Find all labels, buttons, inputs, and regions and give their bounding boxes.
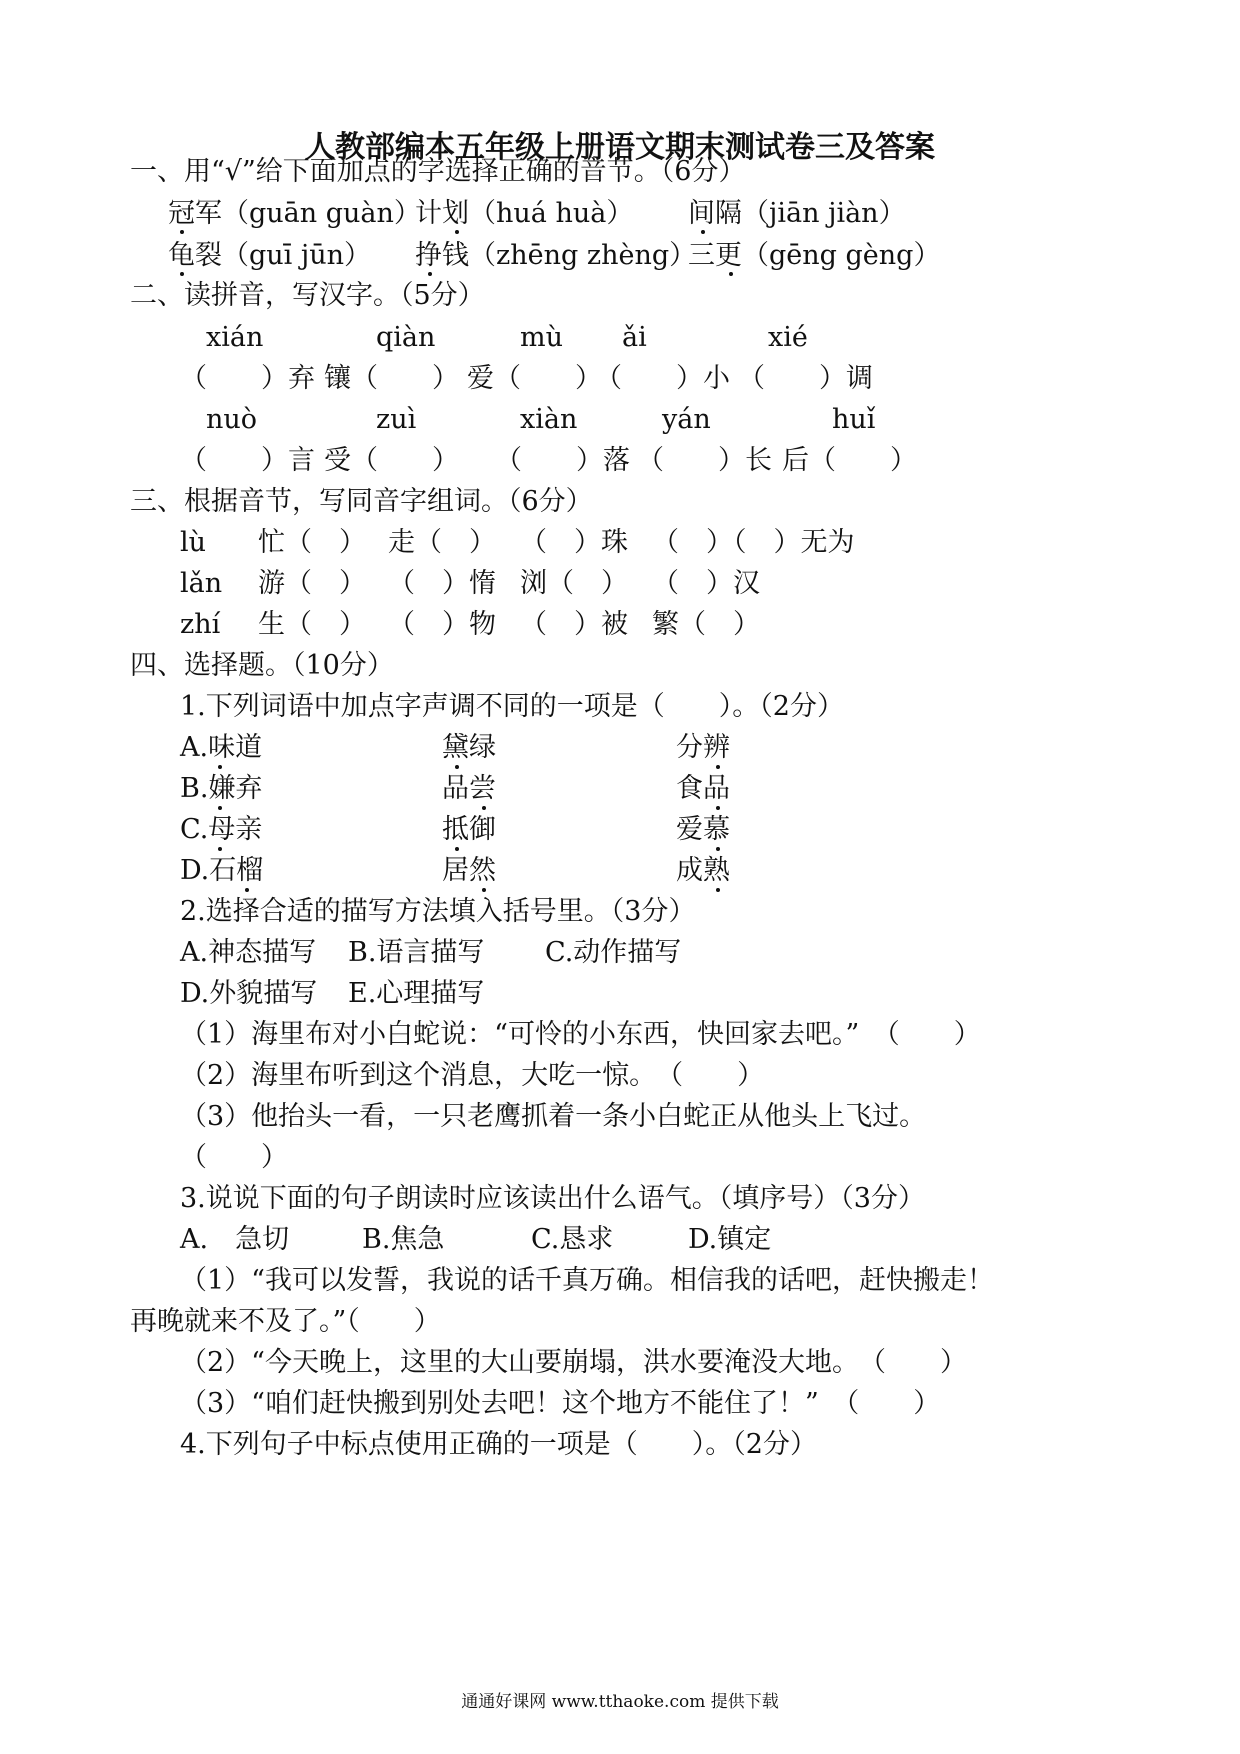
emphasis-dot bbox=[218, 847, 222, 851]
emphasis-dot bbox=[218, 765, 222, 769]
emphasis-dot bbox=[455, 230, 459, 234]
document-title: 人教部编本五年级上册语文期末测试卷三及答案 bbox=[305, 130, 935, 165]
option-text: B.嫌弃 bbox=[180, 773, 263, 804]
sub-question: （1）海里布对小白蛇说：“可怜的小东西，快回家去吧。” （ ） bbox=[180, 1019, 981, 1050]
sub-question: 再晚就来不及了。”（ ） bbox=[130, 1306, 441, 1337]
sub-question: （3）“咱们赶快搬到别处去吧！这个地方不能住了！” （ ） bbox=[180, 1388, 941, 1419]
option-text: B.焦急 bbox=[362, 1224, 445, 1255]
q1-item: 三更（gēng gèng） bbox=[688, 240, 941, 271]
pinyin: qiàn bbox=[376, 322, 436, 353]
blank-word: 忙（ ） bbox=[258, 527, 366, 558]
sub-question: （2）海里布听到这个消息，大吃一惊。 （ ） bbox=[180, 1060, 765, 1091]
question-stem: 1.下列词语中加点字声调不同的一项是（ ）。（2分） bbox=[180, 691, 844, 722]
question-stem: 3.说说下面的句子朗读时应该读出什么语气。（填序号）（3分） bbox=[180, 1183, 925, 1214]
q1-item: 龟裂（guī jūn） bbox=[168, 240, 372, 271]
option-text: A.神态描写 bbox=[180, 937, 317, 968]
blank-word: 受（ ） bbox=[324, 445, 459, 476]
q1-item: 挣钱（zhēng zhèng） bbox=[415, 240, 697, 271]
option-text: D.石榴 bbox=[180, 855, 264, 886]
emphasis-dot bbox=[729, 272, 733, 276]
pinyin: ǎi bbox=[622, 322, 647, 353]
blank-word: 繁（ ） bbox=[652, 609, 760, 640]
q2-heading: 二、读拼音，写汉字。（5分） bbox=[130, 280, 485, 311]
blank-word: （ ）汉 bbox=[652, 568, 760, 599]
pinyin: xié bbox=[768, 322, 808, 353]
pinyin: yán bbox=[662, 404, 711, 435]
blank-word: （ ）被 bbox=[520, 609, 628, 640]
blank-word: （ ）小 bbox=[595, 363, 730, 394]
q1-heading: 一、用“√”给下面加点的字选择正确的音节。（6分） bbox=[130, 156, 746, 187]
option-text: C.母亲 bbox=[180, 814, 263, 845]
blank-word: （ ）惰 bbox=[388, 568, 496, 599]
q1-item: 间隔（jiān jiàn） bbox=[688, 198, 906, 229]
blank-word: 镶（ ） bbox=[324, 363, 459, 394]
blank-word: （ ）弃 bbox=[180, 363, 315, 394]
option-text: 居然 bbox=[442, 855, 496, 886]
answer-blank: （ ） bbox=[180, 1142, 288, 1173]
q3-heading: 三、根据音节，写同音字组词。（6分） bbox=[130, 486, 593, 517]
option-text: B.语言描写 bbox=[348, 937, 485, 968]
blank-word: （ ）调 bbox=[738, 363, 873, 394]
q4-heading: 四、选择题。（10分） bbox=[130, 650, 394, 681]
emphasis-dot bbox=[428, 272, 432, 276]
pinyin: xiàn bbox=[520, 404, 578, 435]
option-text: D.镇定 bbox=[688, 1224, 772, 1255]
pinyin: lǎn bbox=[180, 568, 223, 599]
emphasis-dot bbox=[716, 806, 720, 810]
sub-question: （2）“今天晚上，这里的大山要崩塌，洪水要淹没大地。 （ ） bbox=[180, 1347, 967, 1378]
emphasis-dot bbox=[218, 806, 222, 810]
emphasis-dot bbox=[180, 230, 184, 234]
option-text: A. 急切 bbox=[180, 1224, 290, 1255]
pinyin: zhí bbox=[180, 609, 221, 640]
pinyin: xián bbox=[206, 322, 264, 353]
blank-word: 后（ ） bbox=[782, 445, 917, 476]
sub-question: （1）“我可以发誓，我说的话千真万确。相信我的话吧，赶快搬走！ bbox=[180, 1265, 994, 1296]
option-text: 黛绿 bbox=[442, 732, 496, 763]
pinyin: huǐ bbox=[832, 404, 876, 435]
option-text: E.心理描写 bbox=[348, 978, 485, 1009]
option-text: 抵御 bbox=[442, 814, 496, 845]
blank-word: （ ）（ ）无为 bbox=[652, 527, 855, 558]
emphasis-dot bbox=[180, 272, 184, 276]
emphasis-dot bbox=[716, 765, 720, 769]
option-text: 分辨 bbox=[676, 732, 730, 763]
option-text: 成熟 bbox=[676, 855, 730, 886]
question-stem: 4.下列句子中标点使用正确的一项是（ ）。（2分） bbox=[180, 1429, 817, 1460]
blank-word: （ ）长 bbox=[637, 445, 772, 476]
option-text: D.外貌描写 bbox=[180, 978, 318, 1009]
sub-question: （3）他抬头一看，一只老鹰抓着一条小白蛇正从他头上飞过。 bbox=[180, 1101, 927, 1132]
option-text: C.动作描写 bbox=[545, 937, 682, 968]
blank-word: （ ）珠 bbox=[520, 527, 628, 558]
pinyin: nuò bbox=[206, 404, 258, 435]
blank-word: 爱（ ） bbox=[467, 363, 602, 394]
pinyin: zuì bbox=[376, 404, 417, 435]
option-text: 食品 bbox=[676, 773, 730, 804]
blank-word: 游（ ） bbox=[258, 568, 366, 599]
emphasis-dot bbox=[482, 888, 486, 892]
emphasis-dot bbox=[716, 847, 720, 851]
emphasis-dot bbox=[716, 888, 720, 892]
emphasis-dot bbox=[455, 847, 459, 851]
option-text: A.味道 bbox=[180, 732, 263, 763]
footer-source: 通通好课网 www.tthaoke.com 提供下载 bbox=[461, 1692, 779, 1712]
blank-word: 走（ ） bbox=[388, 527, 496, 558]
option-text: 爱慕 bbox=[676, 814, 730, 845]
blank-word: （ ）物 bbox=[388, 609, 496, 640]
pinyin: mù bbox=[520, 322, 563, 353]
emphasis-dot bbox=[455, 765, 459, 769]
q1-item: 计划（huá huà） bbox=[415, 198, 634, 229]
emphasis-dot bbox=[701, 230, 705, 234]
q1-item: 冠军（guān guàn） bbox=[168, 198, 421, 229]
blank-word: （ ）言 bbox=[180, 445, 315, 476]
blank-word: （ ）落 bbox=[495, 445, 630, 476]
option-text: 品尝 bbox=[442, 773, 496, 804]
question-stem: 2.选择合适的描写方法填入括号里。（3分） bbox=[180, 896, 696, 927]
option-text: C.恳求 bbox=[531, 1224, 614, 1255]
emphasis-dot bbox=[482, 806, 486, 810]
blank-word: 浏（ ） bbox=[520, 568, 628, 599]
emphasis-dot bbox=[245, 888, 249, 892]
blank-word: 生（ ） bbox=[258, 609, 366, 640]
pinyin: lù bbox=[180, 527, 207, 558]
